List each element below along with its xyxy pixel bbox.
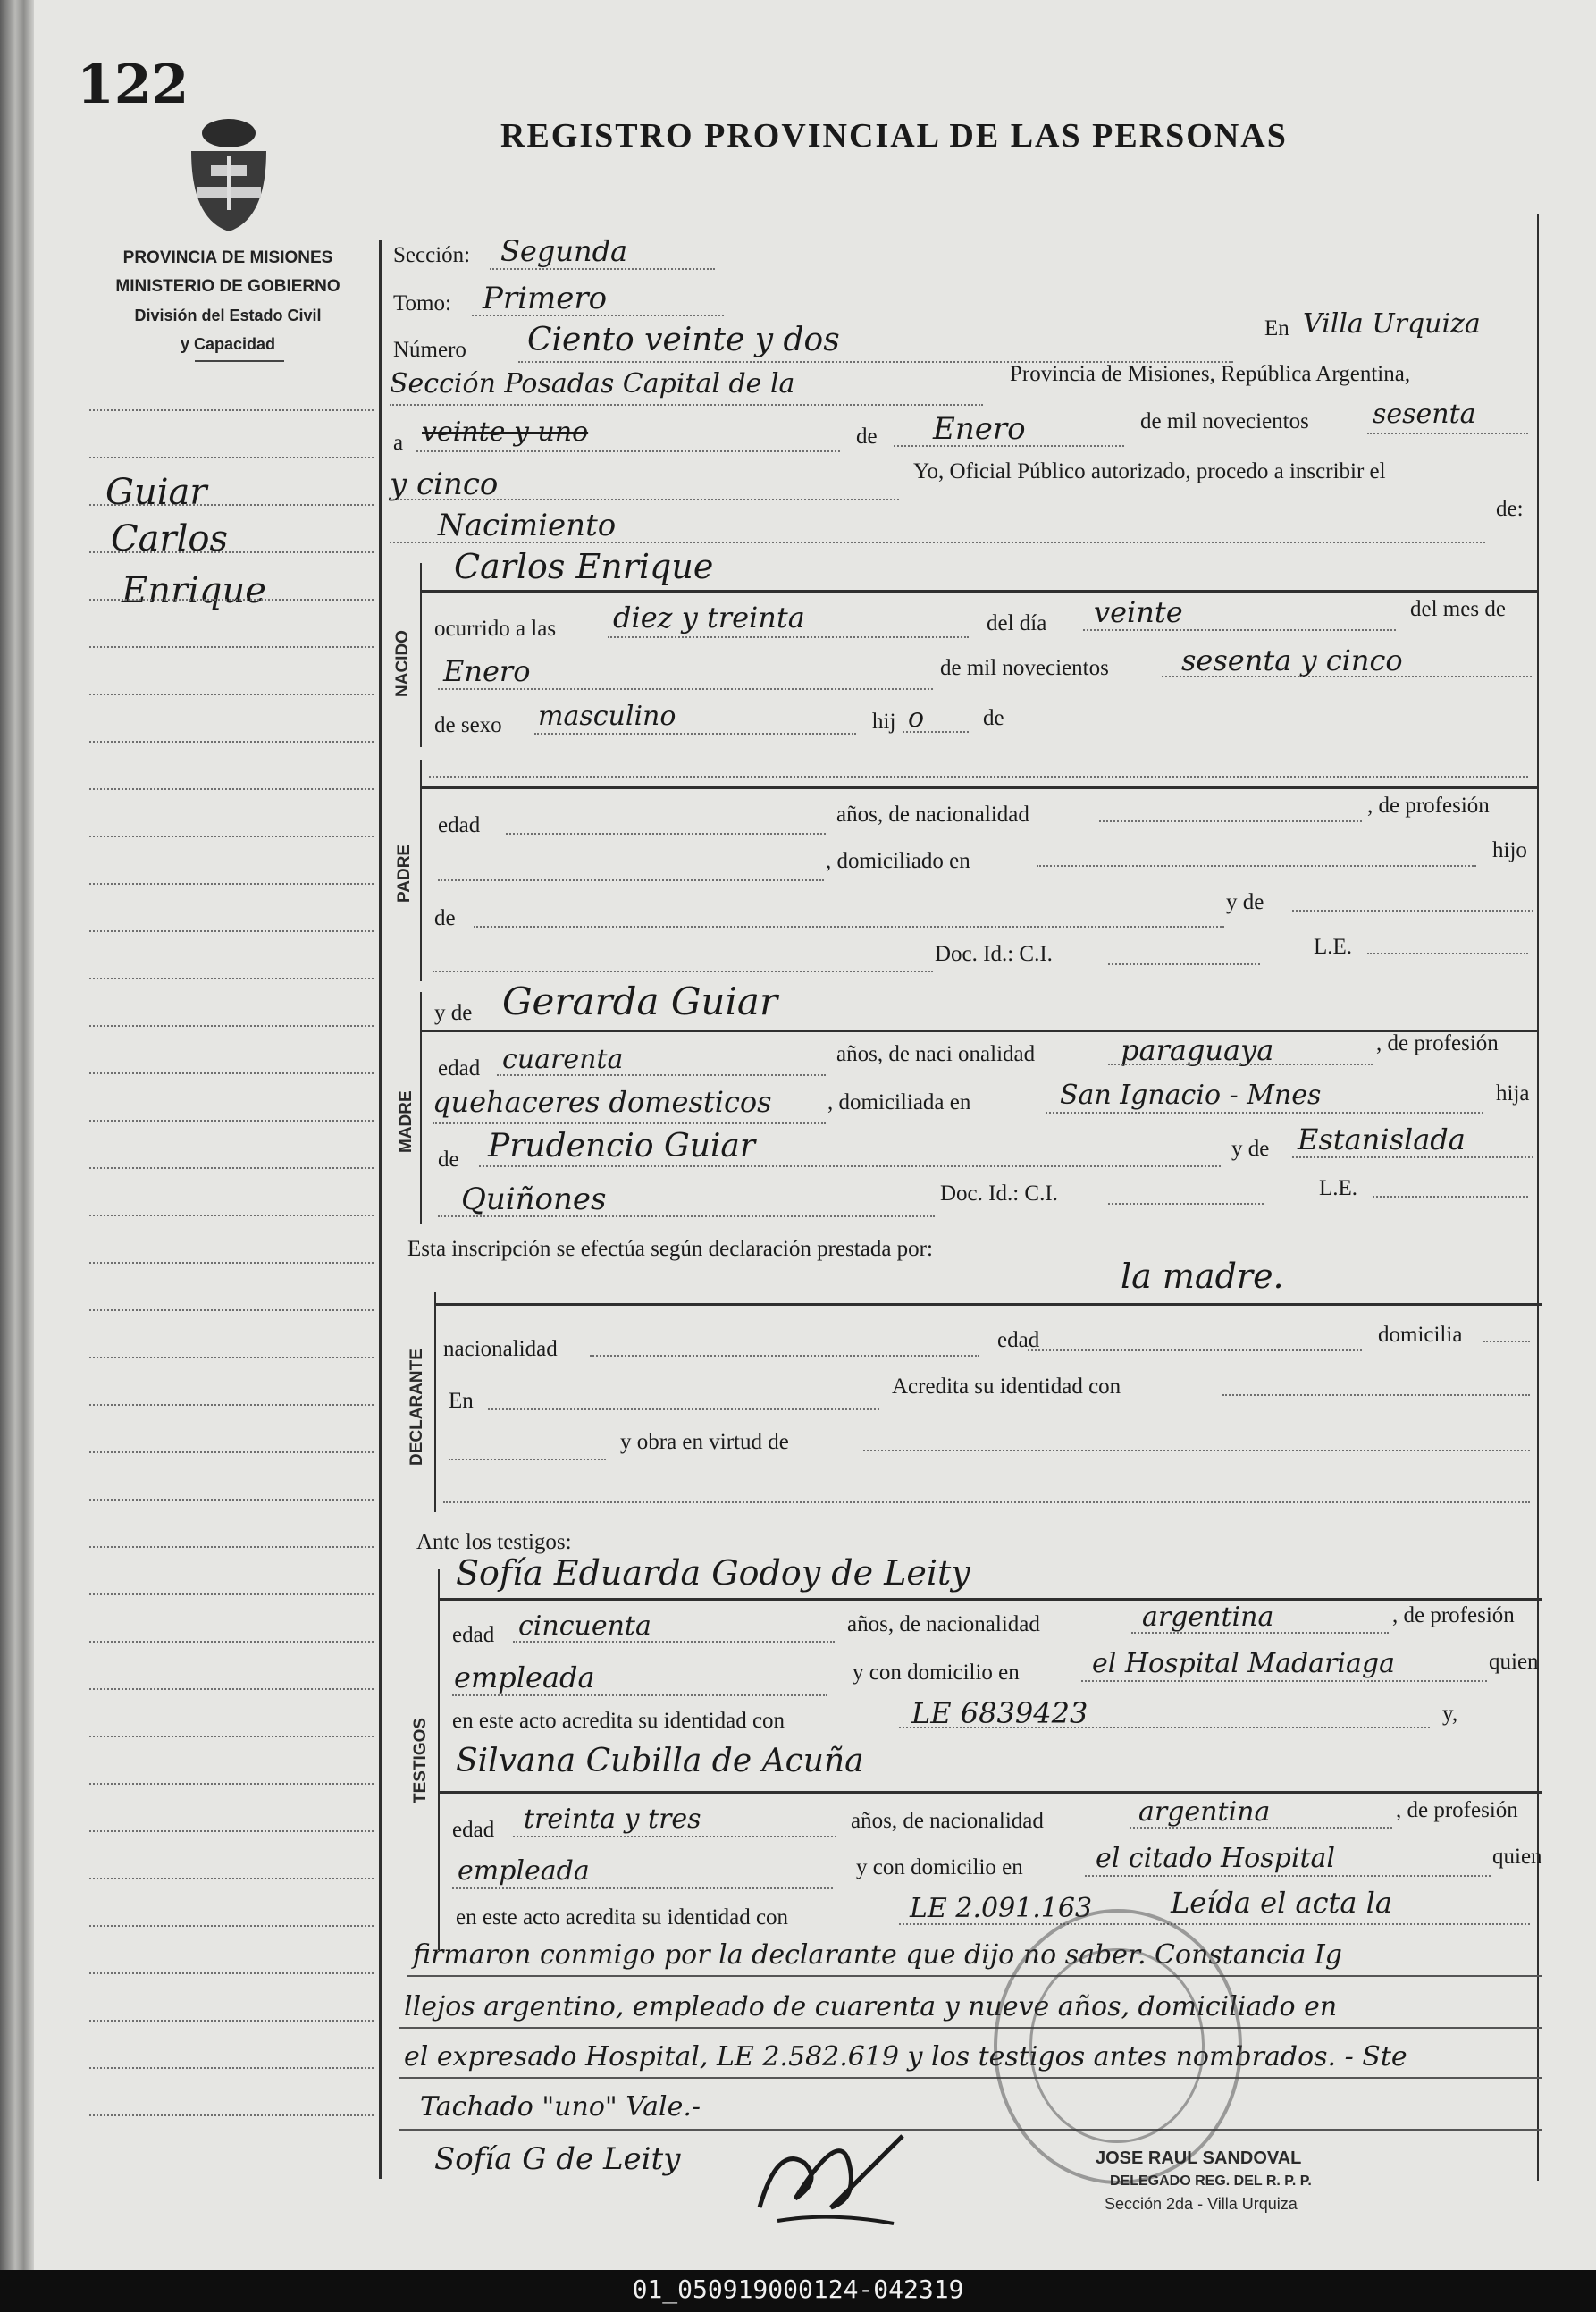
label-de-madre: de (438, 1148, 459, 1172)
field-mes-nac: Enero (443, 654, 531, 688)
margin-rule-line (89, 457, 374, 458)
field-anio-a: sesenta (1373, 399, 1476, 430)
label-le-padre: L.E. (1314, 935, 1353, 959)
line-anio-nac (1162, 676, 1532, 677)
label-ante-testigos: Ante los testigos: (416, 1530, 572, 1554)
line-anio-a (1367, 433, 1528, 434)
margin-rule-line (89, 1593, 374, 1595)
line-ci-padre (1108, 963, 1260, 965)
field-madre-nac: paraguaya (1121, 1033, 1274, 1067)
field-madre-madre-a: Estanislada (1298, 1122, 1466, 1156)
closing-rule-2 (407, 1975, 1542, 1977)
label-en: En (1264, 316, 1289, 340)
label-anos-padre: años, de nacionalidad (836, 803, 1029, 827)
margin-rule-line (89, 1972, 374, 1974)
label-acredita-t2: en este acto acredita su identidad con (456, 1905, 789, 1929)
line-hora (608, 636, 969, 638)
field-t2-nac: argentina (1138, 1796, 1271, 1828)
label-obra-decl: y obra en virtud de (620, 1430, 789, 1454)
margin-rule-line (89, 551, 374, 553)
margin-rule-line (89, 1215, 374, 1216)
margin-rule-line (89, 504, 374, 506)
label-domicilia-decl: domicilia (1378, 1323, 1463, 1347)
margin-rule-line (89, 2114, 374, 2116)
label-y-de-padre: y de (1226, 890, 1264, 914)
field-anio-nac: sesenta y cinco (1181, 643, 1403, 677)
line-padre-extra (433, 971, 933, 972)
field-t1-nac: argentina (1142, 1602, 1274, 1633)
label-provincia: Provincia de Misiones, República Argentina, (1010, 362, 1411, 386)
closing-rule-3 (399, 2027, 1542, 2029)
label-en-decl: En (449, 1389, 474, 1413)
label-sexo: de sexo (434, 713, 502, 737)
field-t1-nombre: Sofía Eduarda Godoy de Leity (456, 1553, 970, 1593)
field-sexo: masculino (538, 701, 676, 732)
field-t1-domicilio: el Hospital Madariaga (1092, 1648, 1395, 1679)
line-ci-madre (1108, 1203, 1264, 1205)
field-dia-inscripcion: veinte y uno (422, 416, 589, 448)
margin-rule-line (89, 1783, 374, 1785)
line-obra-decl (863, 1450, 1530, 1451)
t1-name-rule (438, 1598, 1542, 1601)
label-con-domicilio-t2: y con domicilio en (856, 1855, 1023, 1879)
field-t2-profesion: empleada (458, 1855, 590, 1887)
closing-line-5: Tachado "uno" Vale.- (420, 2091, 701, 2123)
margin-rule-line (89, 646, 374, 648)
document-title: REGISTRO PROVINCIAL DE LAS PERSONAS (500, 117, 1288, 155)
margin-rule-line (89, 788, 374, 790)
label-de-mes: de (856, 425, 878, 449)
form-right-border (1537, 214, 1539, 2181)
field-en: Villa Urquiza (1303, 308, 1481, 340)
line-sexo (534, 733, 856, 735)
field-seccion: Segunda (500, 234, 628, 268)
field-hora: diez y treinta (613, 601, 805, 635)
margin-rule-line (89, 1404, 374, 1406)
label-hij: hij (872, 710, 896, 734)
line-doc-t2 (899, 1923, 1530, 1925)
official-seal-inner (1029, 1948, 1205, 2143)
field-nombre-nacido: Carlos Enrique (454, 547, 714, 586)
header-division: División del Estado Civil (134, 307, 322, 324)
label-hijo: hijo (1492, 838, 1527, 862)
madre-bracket (420, 992, 422, 1224)
line-doc-t1 (899, 1727, 1430, 1728)
label-numero: Número (393, 338, 466, 362)
margin-rule-line (89, 1546, 374, 1548)
stamp-role: DELEGADO REG. DEL R. P. P. (1110, 2173, 1312, 2189)
label-con-domicilio-t1: y con domicilio en (853, 1660, 1020, 1685)
field-t1-profesion: empleada (454, 1660, 595, 1694)
closing-line-4: el expresado Hospital, LE 2.582.619 y los testigos antes nombrados. - Ste (404, 2041, 1407, 2072)
label-yo-oficial: Yo, Oficial Público autorizado, procedo a inscribir el (913, 459, 1386, 483)
label-hija: hija (1496, 1081, 1530, 1106)
field-numero: Ciento veinte y dos (527, 322, 840, 358)
line-anio-b (390, 499, 899, 500)
line-edad-decl (1028, 1349, 1362, 1351)
section-label-padre: PADRE (395, 844, 414, 903)
label-acredita-t1: en este acto acredita su identidad con (452, 1709, 785, 1733)
label-profesion-madre: , de profesión (1376, 1031, 1499, 1055)
field-madre-padre: Prudencio Guiar (488, 1128, 756, 1164)
label-ocurrido: ocurrido a las (434, 617, 557, 641)
margin-rule-line (89, 1830, 374, 1832)
testigos-bracket (438, 1569, 440, 1950)
padre-name-rule (420, 786, 1537, 789)
margin-rule-line (89, 1641, 374, 1643)
label-profesion-t2: , de profesión (1396, 1798, 1518, 1822)
padre-bracket (420, 760, 422, 981)
section-label-testigos: TESTIGOS (411, 1717, 430, 1803)
field-mes-inscripcion: Enero (933, 411, 1026, 447)
margin-note-first-name: Carlos (111, 518, 228, 559)
margin-rule-line (89, 1736, 374, 1737)
line-le-padre (1367, 953, 1528, 954)
margin-rule-line (89, 2020, 374, 2022)
label-domiciliada: , domiciliada en (827, 1090, 971, 1114)
field-t1-edad: cincuenta (518, 1610, 651, 1642)
line-profesion-padre (438, 879, 824, 881)
line-madre-padre (479, 1165, 1221, 1167)
line-nac-madre (1108, 1064, 1373, 1065)
margin-rule-line (89, 1878, 374, 1879)
closing-line-1: Leída el acta la (1171, 1886, 1392, 1920)
field-anio-b: y cinco (390, 467, 499, 502)
line-decl-extra (443, 1501, 1530, 1503)
field-madre-madre-b: Quiñones (461, 1181, 607, 1217)
t2-name-rule (438, 1791, 1542, 1794)
label-del-mes: del mes de (1410, 597, 1506, 621)
field-declarante: la madre. (1121, 1257, 1284, 1296)
field-t2-edad: treinta y tres (524, 1803, 701, 1835)
field-madre-profesion: quehaceres domesticos (433, 1085, 772, 1119)
label-acredita-decl: Acredita su identidad con (892, 1375, 1121, 1399)
label-anos-madre: años, de naci onalidad (836, 1042, 1036, 1066)
closing-line-2: firmaron conmigo por la declarante que dijo no saber. Constancia Ig (413, 1939, 1342, 1971)
line-dom-t1 (1081, 1680, 1487, 1682)
header-underline (195, 360, 284, 362)
line-dia-inscripcion (416, 450, 840, 452)
closing-line-3: llejos argentino, empleado de cuarenta y nueve años, domiciliado en (404, 1991, 1338, 2022)
field-hij-suffix: o (908, 702, 925, 734)
footer-file-id: 01_050919000124-042319 (632, 2274, 964, 2304)
line-dom-t2 (1085, 1875, 1491, 1877)
label-edad-decl: edad (997, 1328, 1040, 1352)
line-nac-t1 (1131, 1632, 1389, 1634)
page-number: 122 (77, 54, 189, 116)
label-nacionalidad-decl: nacionalidad (443, 1337, 558, 1361)
label-doc-madre: Doc. Id.: C.I. (940, 1181, 1058, 1206)
line-dom-madre (1046, 1112, 1483, 1114)
line-edad-t1 (513, 1641, 835, 1643)
label-profesion-t1: , de profesión (1392, 1603, 1515, 1627)
field-lugar: Sección Posadas Capital de la (390, 368, 795, 399)
label-anos-t2: años, de nacionalidad (851, 1809, 1044, 1833)
margin-rule-line (89, 694, 374, 695)
field-madre-nombre: Gerarda Guiar (502, 979, 778, 1023)
label-edad-padre: edad (438, 813, 481, 837)
margin-note-surname: Guiar (105, 472, 207, 513)
margin-rule-line (89, 1309, 374, 1311)
line-padre-nombre (429, 776, 1528, 778)
label-edad-madre: edad (438, 1056, 481, 1080)
label-inscripcion: Esta inscripción se efectúa según declaración prestada por: (407, 1237, 933, 1261)
madre-name-rule (420, 1030, 1537, 1032)
declarante-name-rule (434, 1303, 1542, 1306)
label-de-hij: de (983, 706, 1004, 730)
header-province: PROVINCIA DE MISIONES (122, 248, 333, 267)
label-y-comma: y, (1442, 1702, 1458, 1726)
line-inscribir (390, 542, 1485, 543)
nacido-name-rule (420, 590, 1537, 593)
line-nac-t2 (1130, 1827, 1392, 1829)
line-profesion-t2 (452, 1887, 833, 1889)
line-dia-nac (1083, 629, 1396, 631)
line-tomo (472, 315, 724, 316)
line-lugar (390, 404, 983, 406)
line-profesion-madre (433, 1122, 826, 1124)
closing-rule-5 (399, 2129, 1542, 2131)
field-t2-domicilio: el citado Hospital (1096, 1843, 1335, 1874)
label-quien-t1: quien (1489, 1650, 1539, 1674)
line-acredita-decl (1222, 1394, 1530, 1396)
margin-rule-line (89, 599, 374, 601)
margin-rule-line (89, 1025, 374, 1027)
coat-of-arms-icon (175, 112, 282, 237)
margin-rule-line (89, 883, 374, 885)
line-le-madre (1373, 1196, 1528, 1198)
label-doc-padre: Doc. Id.: C.I. (935, 942, 1053, 966)
label-a: a (393, 431, 404, 455)
field-madre-edad: cuarenta (502, 1044, 624, 1075)
margin-rule-line (89, 836, 374, 837)
margin-rule-line (89, 2067, 374, 2069)
label-y-de-madre: y de (434, 1001, 473, 1025)
margin-rule-line (89, 978, 374, 979)
label-anos-t1: años, de nacionalidad (847, 1612, 1040, 1636)
form-left-border (379, 240, 382, 2179)
line-madre-madre (1292, 1156, 1533, 1158)
margin-rule-line (89, 930, 374, 932)
line-seccion (490, 268, 715, 270)
line-edad-madre (497, 1074, 826, 1076)
label-profesion-padre: , de profesión (1367, 794, 1490, 818)
label-de-padre: de (434, 906, 456, 930)
signature-scribble-icon (742, 2109, 920, 2234)
label-domiciliado-padre: , domiciliado en (826, 849, 970, 873)
field-t2-doc: LE 2.091.163 (910, 1893, 1093, 1924)
margin-rule-line (89, 1688, 374, 1690)
line-edad-t2 (513, 1836, 836, 1837)
line-dom-decl (1483, 1341, 1530, 1342)
margin-rule-line (89, 1072, 374, 1074)
stamp-name: JOSE RAUL SANDOVAL (1096, 2148, 1302, 2168)
label-tomo: Tomo: (393, 291, 451, 315)
margin-rule-line (89, 1120, 374, 1122)
section-label-nacido: NACIDO (393, 630, 412, 697)
field-inscribir: Nacimiento (438, 508, 617, 543)
field-t1-doc: LE 6839423 (911, 1696, 1088, 1730)
label-de-mil: de mil novecientos (1140, 409, 1309, 433)
margin-rule-line (89, 1925, 374, 1927)
declarante-bracket (434, 1292, 436, 1512)
closing-rule-4 (399, 2077, 1542, 2079)
margin-rule-line (89, 409, 374, 411)
margin-note-second-name: Enrique (122, 570, 266, 611)
field-dia-nac: veinte (1094, 595, 1183, 629)
book-spine (0, 0, 34, 2270)
label-de-colon: de: (1496, 497, 1524, 521)
header-capacidad: y Capacidad (180, 335, 276, 353)
line-edad-padre (506, 833, 826, 835)
label-de-mil-nac: de mil novecientos (940, 656, 1109, 680)
label-seccion: Sección: (393, 243, 471, 267)
field-t2-nombre: Silvana Cubilla de Acuña (456, 1743, 864, 1779)
line-madre-extra (438, 1215, 935, 1217)
header-ministry: MINISTERIO DE GOBIERNO (115, 277, 340, 296)
line-nac-padre (1099, 820, 1362, 822)
section-label-declarante: DECLARANTE (407, 1349, 426, 1466)
signature-witness: Sofía G de Leity (434, 2141, 681, 2177)
label-y-de-madre2: y de (1231, 1137, 1270, 1161)
line-mes-inscripcion (894, 445, 1124, 447)
section-label-madre: MADRE (397, 1090, 416, 1153)
line-dom-padre (1037, 865, 1476, 867)
line-obra-pre (449, 1459, 606, 1460)
label-quien-t2: quien (1492, 1845, 1542, 1869)
label-del-dia: del día (987, 611, 1047, 635)
line-nac-decl (590, 1355, 979, 1357)
line-padre-padre (474, 926, 1224, 928)
field-madre-domicilio: San Ignacio - Mnes (1060, 1080, 1322, 1111)
line-hij (903, 731, 969, 733)
margin-rule-line (89, 1499, 374, 1501)
stamp-office: Sección 2da - Villa Urquiza (1105, 2195, 1298, 2213)
margin-rule-line (89, 741, 374, 743)
line-padre-madre (1292, 910, 1533, 912)
line-en-decl (488, 1408, 879, 1410)
margin-rule-line (89, 1357, 374, 1358)
line-mes-nac (438, 688, 933, 690)
label-le-madre: L.E. (1319, 1176, 1358, 1200)
label-edad-t1: edad (452, 1623, 495, 1647)
margin-rule-line (89, 1167, 374, 1169)
margin-rule-line (89, 1451, 374, 1453)
margin-rule-line (89, 1262, 374, 1264)
line-profesion-t1 (452, 1694, 827, 1696)
field-tomo: Primero (483, 281, 608, 316)
label-edad-t2: edad (452, 1818, 495, 1842)
